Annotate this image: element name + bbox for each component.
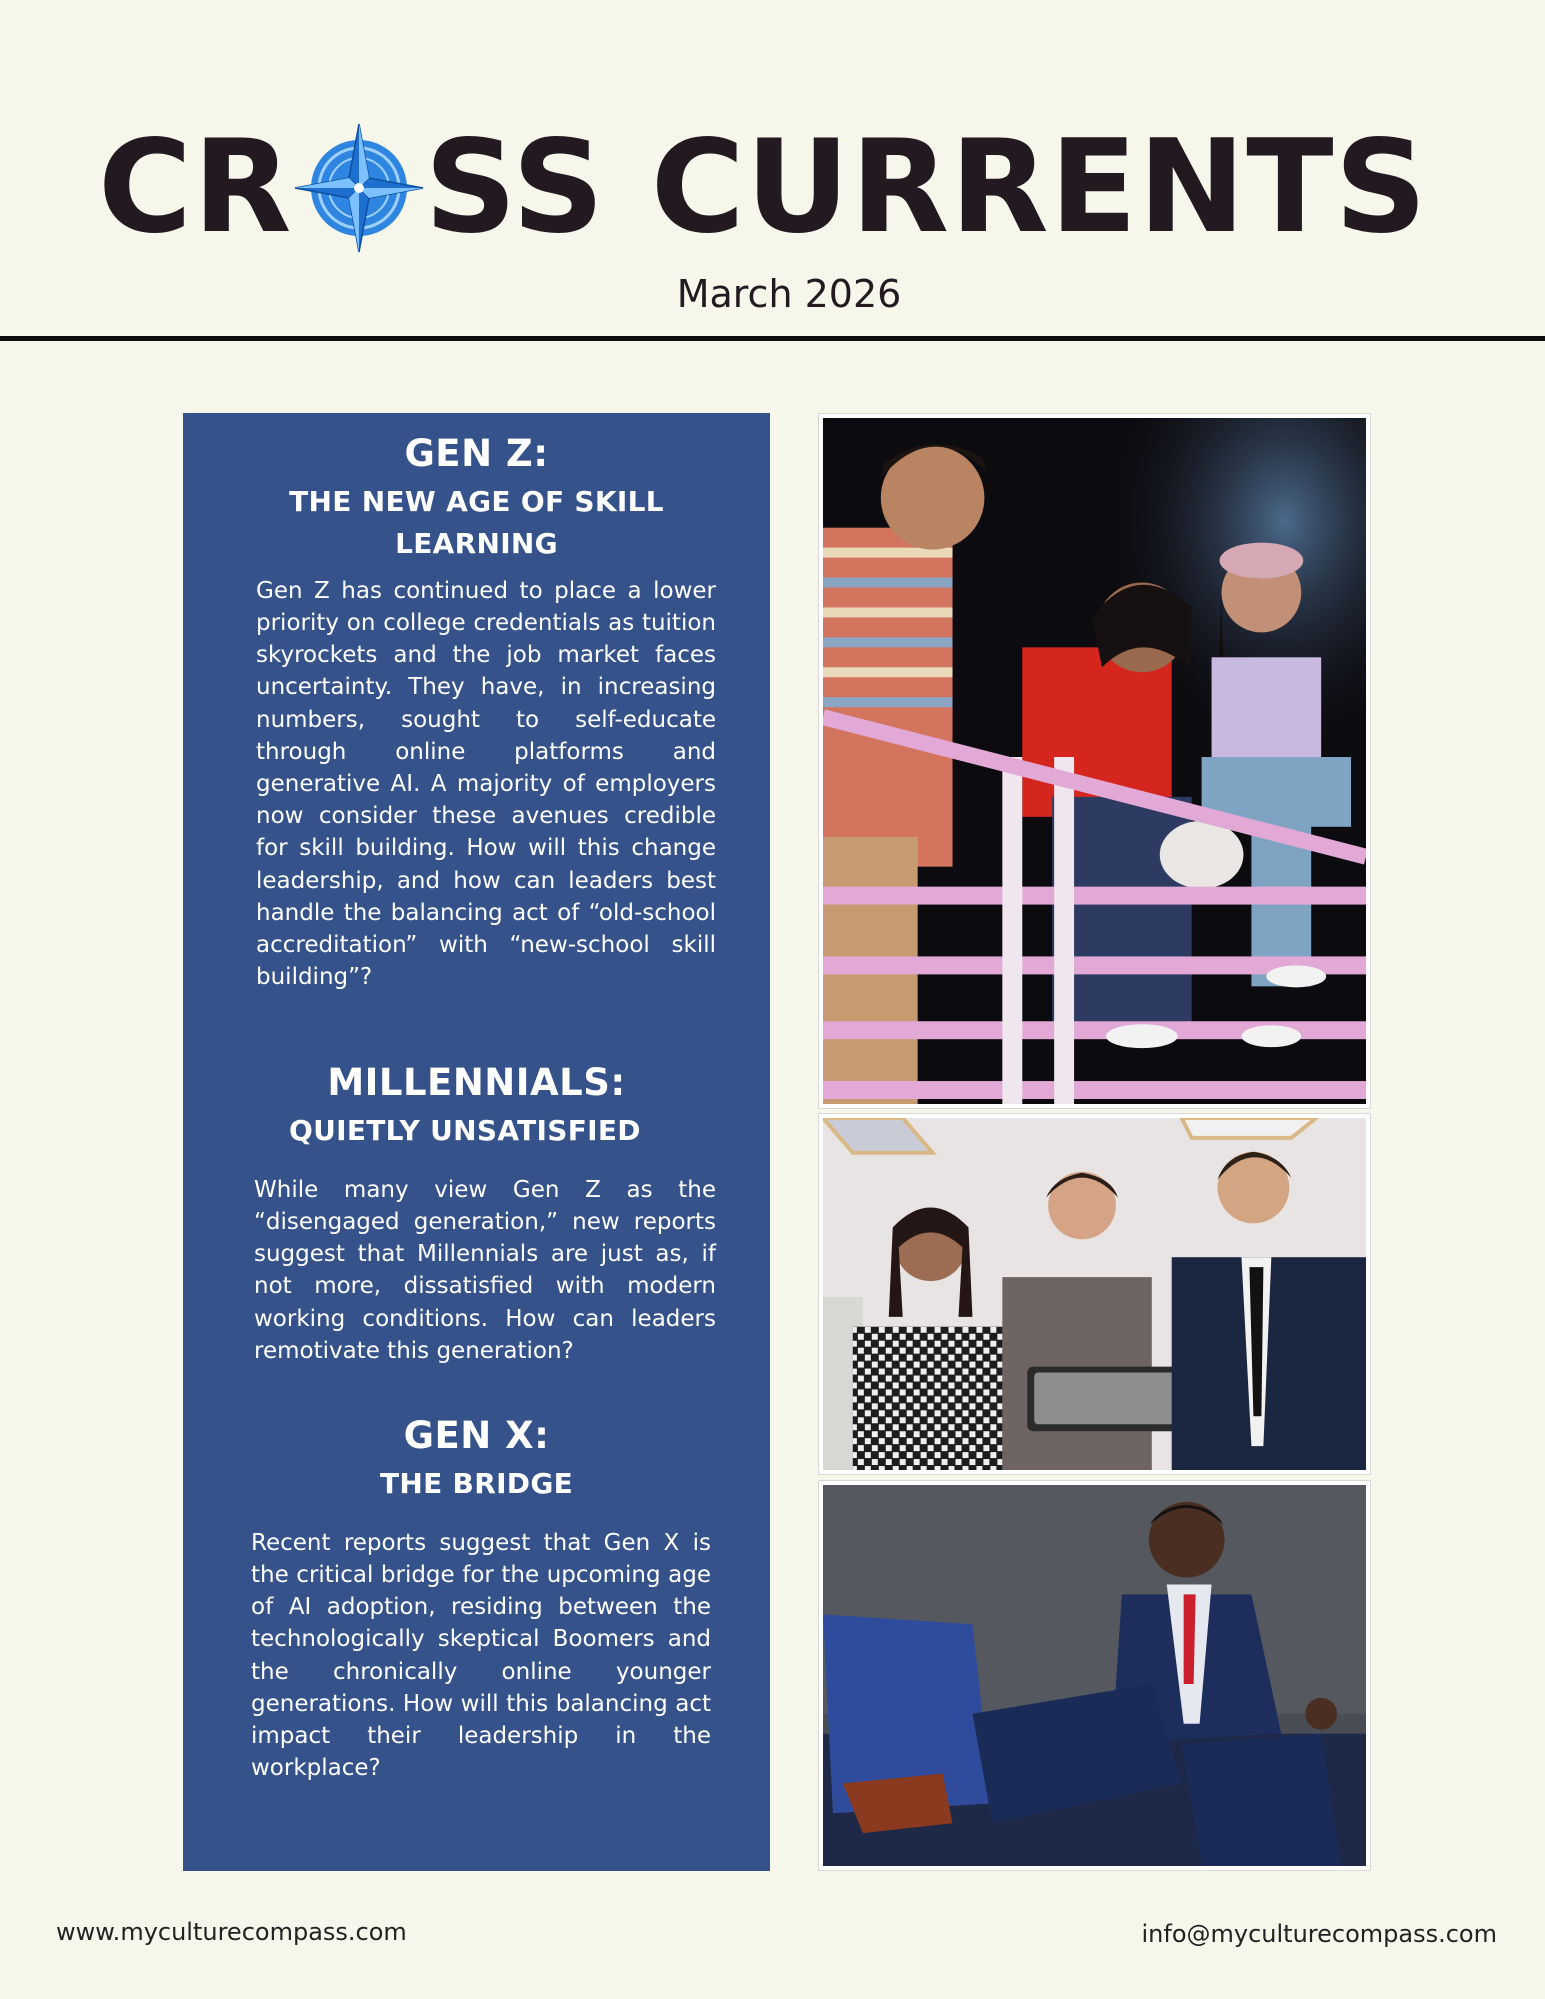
section-subheading: THE NEW AGE OF SKILL LEARNING (289, 484, 664, 560)
section-heading: MILLENNIALS: (327, 1061, 626, 1104)
compass-rose-icon (289, 118, 429, 258)
photo-gen-z-friends (818, 413, 1371, 1109)
newsletter-title (98, 113, 1428, 262)
issue-date: March 2026 (676, 272, 902, 316)
footer-website[interactable]: www.myculturecompass.com (56, 1918, 407, 1946)
photo-millennial-colleagues (818, 1113, 1371, 1475)
title-part-2: SS CURRENTS (424, 113, 1428, 262)
footer-email[interactable]: info@myculturecompass.com (1141, 1920, 1497, 1948)
header-divider (0, 336, 1545, 341)
articles-panel (183, 413, 770, 1871)
section-heading: GEN X: (403, 1414, 550, 1457)
section-gen-z (183, 434, 770, 993)
section-subheading: THE BRIDGE (379, 1466, 574, 1500)
section-gen-x (183, 1416, 770, 1784)
section-subheading: QUIETLY UNSATISFIED (289, 1113, 641, 1147)
section-millennials (183, 1063, 770, 1367)
section-body: While many view Gen Z as the “disengaged generation,” new reports suggest that Millennials are just as, if not more, dissatisfied with modern working conditions. How can leaders remotivate this generation? (254, 1176, 716, 1364)
section-heading: GEN Z: (404, 432, 549, 475)
section-body: Gen Z has continued to place a lower priority on college credentials as tuition skyrockets and the job market faces uncertainty. They have, in increasing numbers, sought to self-educate through online platforms and generative AI. A majority of employers now consider these avenues credible for skill building. How will this change leadership, and how can leaders best handle the balancing act of “old-school accreditation” with “new-school skill building”? (256, 577, 716, 991)
title-part-1: CR (98, 113, 293, 262)
photo-gen-x-professional (818, 1480, 1371, 1871)
section-body: Recent reports suggest that Gen X is the critical bridge for the upcoming age of AI adoption, residing between the technologically skeptical Boomers and the chronically online younger generations. How will this balancing act impact their leadership in the workplace? (251, 1529, 711, 1782)
